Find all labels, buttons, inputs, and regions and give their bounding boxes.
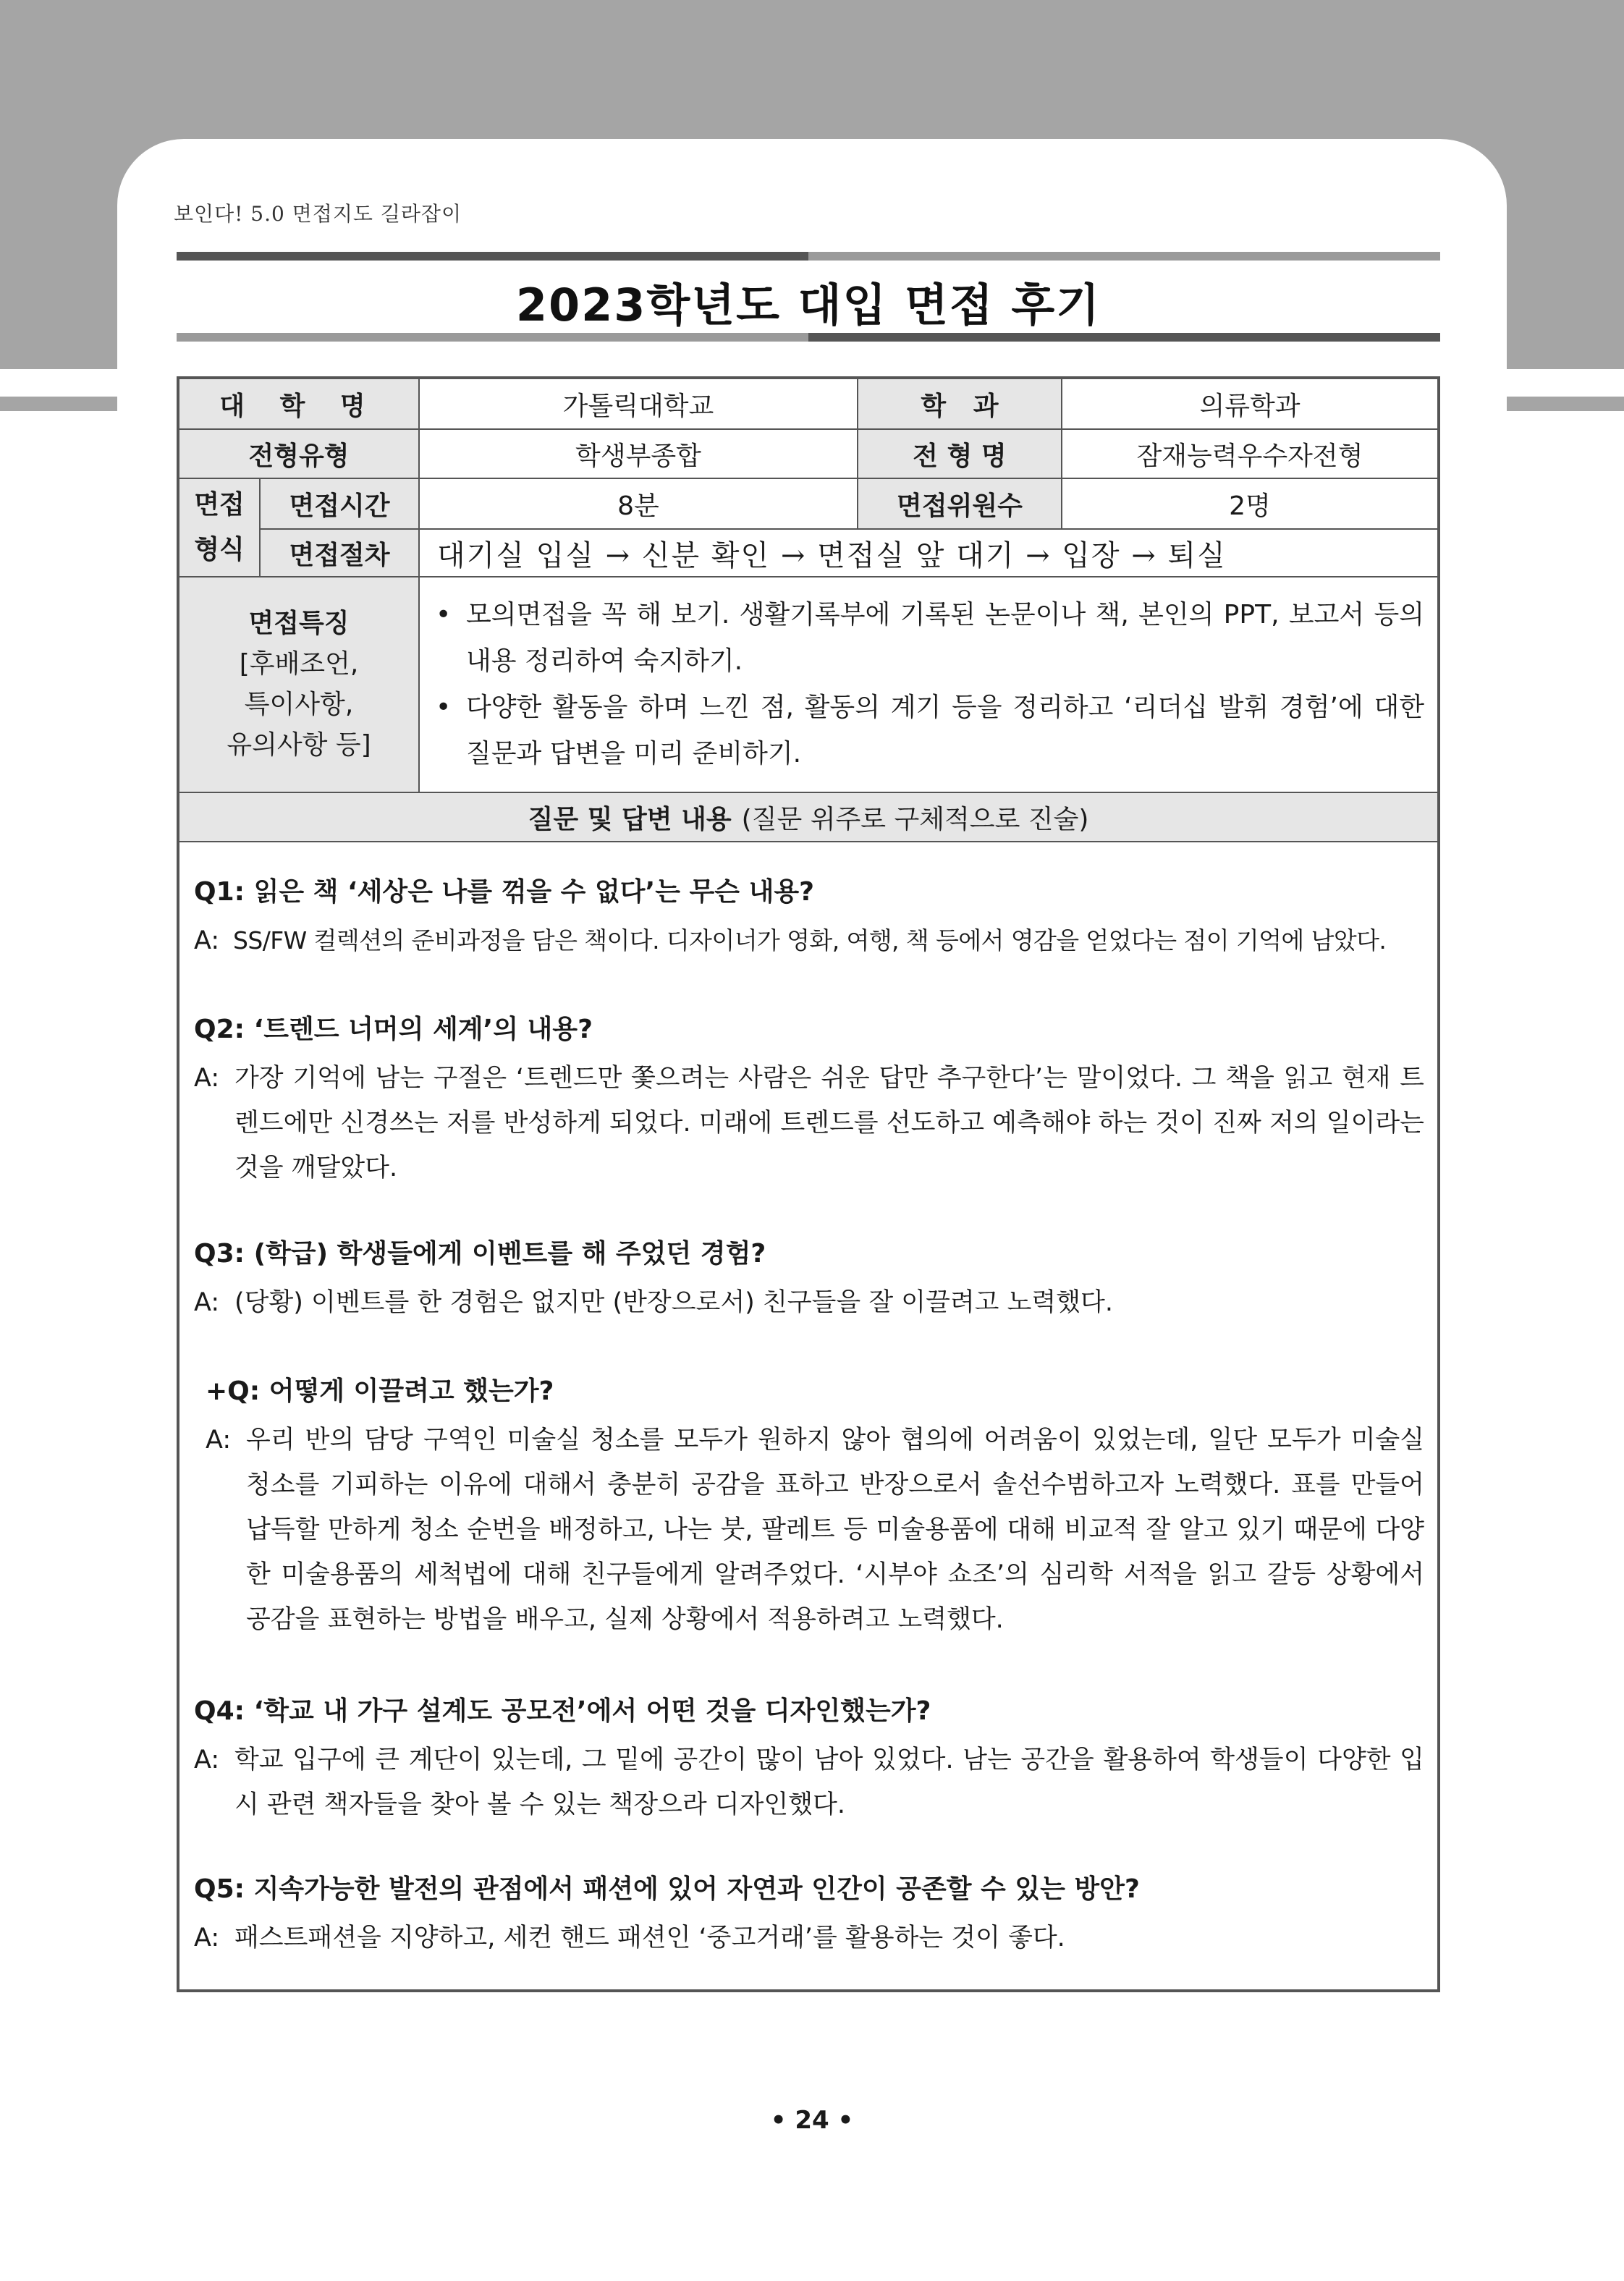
interview-format-label	[179, 479, 261, 577]
title-rule-top-left	[177, 252, 808, 261]
features-item	[436, 592, 1424, 685]
features-label-line3: 특이사항,	[244, 690, 354, 719]
interviewers-label: 면접위원수	[858, 479, 1062, 530]
answer-1	[194, 918, 1424, 963]
interview-format-label-line2: 형식	[194, 535, 245, 564]
answer-text: 패스트패션을 지양하고, 세컨 핸드 패션인 ‘중고거래’를 활용하는 것이 좋다.	[234, 1924, 1065, 1952]
answer-lead: A:	[194, 1288, 220, 1317]
title-rule-top-right	[808, 252, 1440, 261]
interview-format-label-line1: 면접	[194, 490, 245, 520]
follow-up-answer	[206, 1418, 1424, 1642]
question-1: Q1: 읽은 책 ‘세상은 나를 꺾을 수 없다’는 무슨 내용?	[194, 877, 815, 907]
page-title: 2023학년도 대입 면접 후기	[515, 279, 1101, 331]
bullet-icon: •	[436, 693, 452, 722]
title-rule-bottom-left	[177, 333, 808, 342]
qa-section-header	[179, 793, 1437, 842]
university-label: 대 학 명	[179, 379, 420, 430]
department-value: 의류학과	[1062, 379, 1437, 430]
features-label-title: 면접특징	[248, 609, 350, 638]
running-head: 보인다! 5.0 면접지도 길라잡이	[174, 202, 462, 226]
follow-up-question: +Q: 어떻게 이끌려고 했는가?	[206, 1376, 554, 1406]
right-side-strip	[1507, 397, 1624, 411]
answer-4	[194, 1738, 1424, 1827]
department-label: 학 과	[858, 379, 1062, 430]
question-4: Q4: ‘학교 내 가구 설계도 공모전’에서 어떤 것을 디자인했는가?	[194, 1696, 931, 1726]
answer-3	[194, 1280, 1424, 1325]
features-list	[436, 592, 1424, 777]
answer-text: 가장 기억에 남는 구절은 ‘트렌드만 쫓으려는 사람은 쉬운 답만 추구한다’는 말이었다. 그 책을 읽고 현재 트렌드에만 신경쓰는 저를 반성하게 되었다. 미래에 트렌드를 선도하고 예측해야 하는 것이 진짜 저의 일이라는 것을 깨달았다.	[234, 1064, 1424, 1182]
bullet-icon: •	[436, 600, 452, 630]
answer-text: 우리 반의 담당 구역인 미술실 청소를 모두가 원하지 않아 협의에 어려움이 있었는데, 일단 모두가 미술실 청소를 기피하는 이유에 대해서 충분히 공감을 표하고 반장으로서 솔선수범하고자 노력했다. 표를 만들어 납득할 만하게 청소 순번을 배정하고, 나는 붓, 팔레트 등 미술용품에 대해 비교적 잘 알고 있기 때문에 다양한 미술용품의 세척법에 대해 친구들에게 알려주었다. ‘시부야 쇼조’의 심리학 서적을 읽고 갈등 상황에서 공감을 표현하는 방법을 배우고, 실제 상황에서 적용하려고 노력했다.	[246, 1426, 1424, 1634]
qa-header-bold: 질문 및 답변 내용	[528, 804, 732, 834]
left-side-strip	[0, 397, 117, 411]
page-number: • 24 •	[770, 2106, 854, 2135]
answer-text: SS/FW 컬렉션의 준비과정을 담은 책이다. 디자이너가 영화, 여행, 책 등에서 영감을 얻었다는 점이 기억에 남았다.	[233, 926, 1387, 955]
question-5: Q5: 지속가능한 발전의 관점에서 패션에 있어 자연과 인간이 공존할 수 있는 방안?	[194, 1874, 1140, 1904]
features-label	[179, 577, 420, 793]
question-3: Q3: (학급) 학생들에게 이벤트를 해 주었던 경험?	[194, 1239, 766, 1269]
features-item-text: 모의면접을 꼭 해 보기. 생활기록부에 기록된 논문이나 책, 본인의 PPT, 보고서 등의 내용 정리하여 숙지하기.	[466, 600, 1424, 676]
answer-lead: A:	[194, 1745, 220, 1774]
admission-name-value: 잠재능력우수자전형	[1062, 430, 1437, 479]
answer-lead: A:	[206, 1426, 232, 1455]
answer-text: 학교 입구에 큰 계단이 있는데, 그 밑에 공간이 많이 남아 있었다. 남는 공간을 활용하여 학생들이 다양한 입시 관련 책자들을 찾아 볼 수 있는 책장으라 디자인했다.	[234, 1745, 1424, 1819]
answer-lead: A:	[194, 1064, 220, 1093]
features-label-line4: 유의사항 등]	[227, 730, 371, 760]
features-item	[436, 685, 1424, 777]
answer-5	[194, 1916, 1424, 1960]
features-item-text: 다양한 활동을 하며 느낀 점, 활동의 계기 등을 정리하고 ‘리더십 발휘 경험’에 대한 질문과 답변을 미리 준비하기.	[466, 693, 1424, 769]
interview-review-table	[177, 376, 1440, 1992]
answer-2	[194, 1056, 1424, 1190]
features-label-line2: [후배조언,	[239, 649, 359, 679]
answer-text: (당황) 이벤트를 한 경험은 없지만 (반장으로서) 친구들을 잘 이끌려고 노력했다.	[234, 1288, 1113, 1317]
interview-time-label: 면접시간	[261, 479, 420, 530]
interview-time-value: 8분	[420, 479, 858, 530]
admission-type-label: 전형유형	[179, 430, 420, 479]
answer-lead: A:	[194, 926, 220, 955]
procedure-label: 면접절차	[261, 530, 420, 577]
answer-lead: A:	[194, 1924, 220, 1952]
admission-name-label: 전 형 명	[858, 430, 1062, 479]
title-rule-bottom-right	[808, 333, 1440, 342]
qa-header-note: (질문 위주로 구체적으로 진술)	[741, 804, 1089, 834]
procedure-value: 대기실 입실 → 신분 확인 → 면접실 앞 대기 → 입장 → 퇴실	[420, 530, 1437, 577]
question-2: Q2: ‘트렌드 너머의 세계’의 내용?	[194, 1015, 593, 1044]
interviewers-value: 2명	[1062, 479, 1437, 530]
admission-type-value: 학생부종합	[420, 430, 858, 479]
features-content	[420, 577, 1437, 793]
university-value: 가톨릭대학교	[420, 379, 858, 430]
